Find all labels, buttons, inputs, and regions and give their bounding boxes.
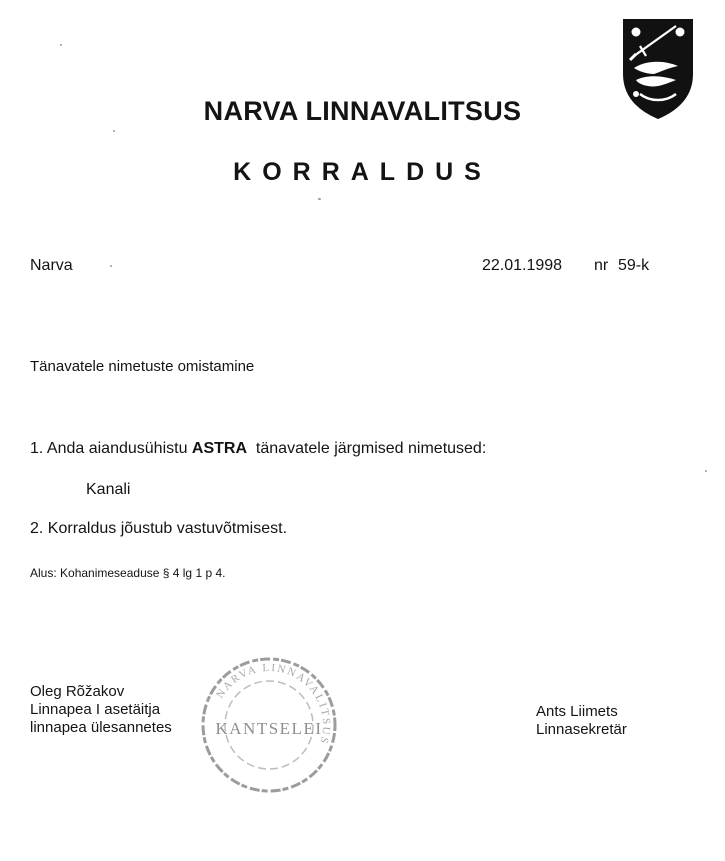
street-name: Kanali [86,481,131,498]
document-number-label: nr [594,257,609,274]
signatory-capacity-left: linnapea ülesannetes [30,719,172,736]
scan-speck [318,198,321,200]
stamp-ring-text: NARVA LINNAVALITSUS [214,661,333,747]
document-subject: Tänavatele nimetuste omistamine [30,358,255,375]
scan-speck [60,44,62,46]
organization-title: NARVA LINNAVALITSUS [203,96,522,126]
document-type: KORRALDUS [233,158,492,186]
stamp-center-text: KANTSELEI [215,719,323,738]
clause-1-prefix: 1. Anda aiandusühistu [30,440,188,457]
signature-block-left [30,683,172,737]
signature-block-right [536,703,627,739]
clause-2: 2. Korraldus jõustub vastuvõtmisest. [30,520,288,537]
scan-speck [705,470,707,472]
signatory-title-left: Linnapea I asetäitja [30,701,161,718]
document-number: 59-k [618,257,650,274]
association-name: ASTRA [191,440,248,457]
clause-1 [30,440,486,458]
scan-speck [113,130,115,132]
document-date: 22.01.1998 [482,257,563,274]
office-stamp [198,654,340,796]
clause-1-suffix: tänavatele järgmised nimetused: [255,440,487,457]
scan-speck [110,265,112,267]
legal-basis: Alus: Kohanimeseaduse § 4 lg 1 p 4. [30,566,226,580]
signatory-name-left: Oleg Rõžakov [30,683,125,700]
signatory-title-right: Linnasekretär [536,721,627,738]
document-place: Narva [30,257,73,274]
signatory-name-right: Ants Liimets [536,703,618,720]
